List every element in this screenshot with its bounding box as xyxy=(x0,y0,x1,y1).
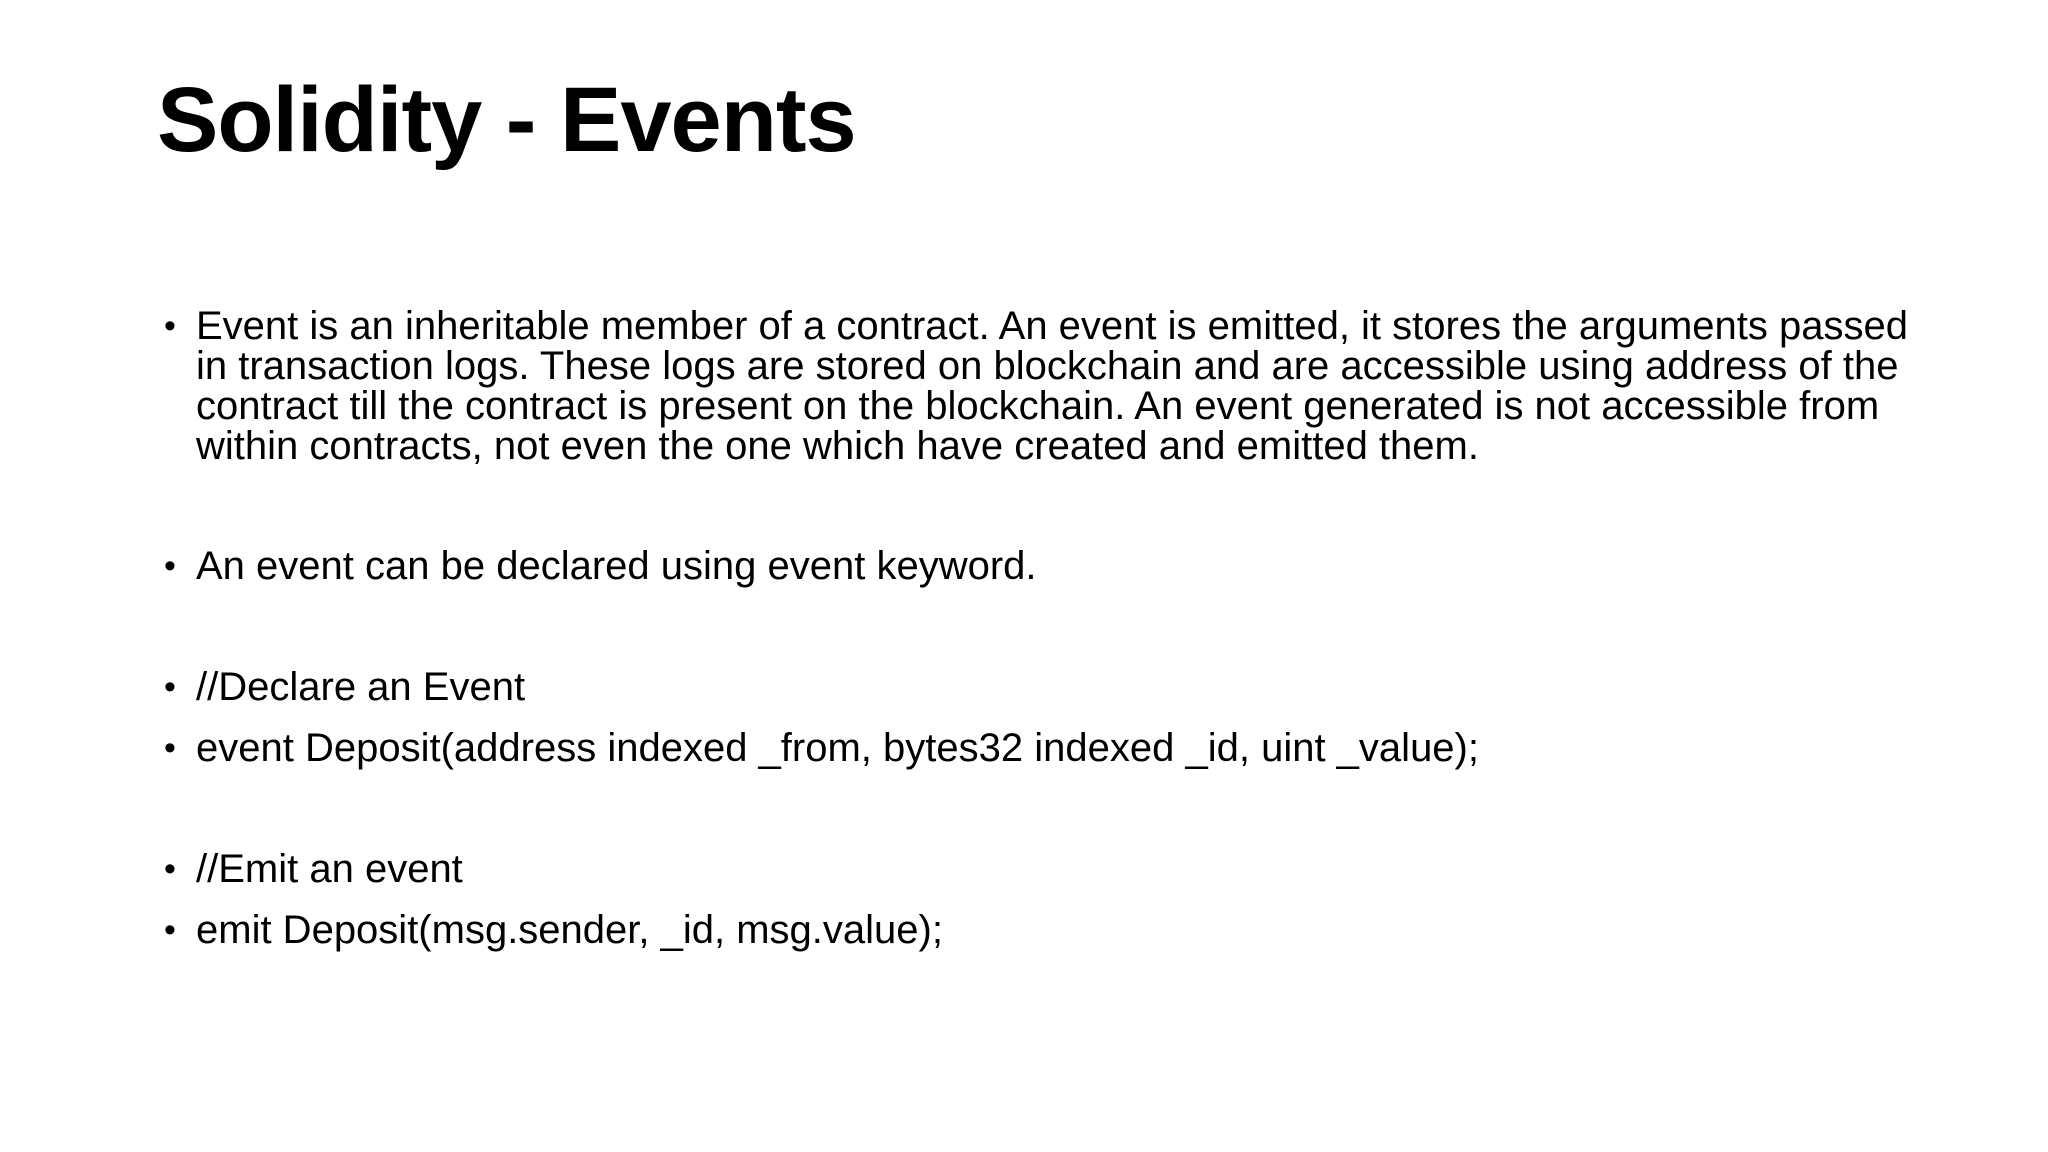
slide-title: Solidity - Events xyxy=(157,69,856,171)
bullet-text: An event can be declared using event keyword. xyxy=(196,544,1037,588)
bullet-item xyxy=(160,306,1920,466)
bullet-dot-icon: • xyxy=(164,668,176,706)
bullet-dot-icon: • xyxy=(164,850,176,888)
bullet-item xyxy=(160,546,1920,586)
bullet-dot-icon: • xyxy=(164,547,176,585)
bullet-dot-icon: • xyxy=(164,307,176,345)
bullet-text: //Declare an Event xyxy=(196,665,526,709)
bullet-text: //Emit an event xyxy=(196,847,463,891)
bullet-text: Event is an inheritable member of a contract. An event is emitted, it stores the arguments passed in transaction logs. These logs are stored on blockchain and are accessible using address of the contract till the contract is present on the blockchain. An event generated is not accessible from within contracts, not even the one which have created and emitted them. xyxy=(196,304,1908,468)
bullet-text: event Deposit(address indexed _from, bytes32 indexed _id, uint _value); xyxy=(196,726,1479,770)
bullet-dot-icon: • xyxy=(164,729,176,767)
bullet-list xyxy=(160,306,1920,950)
bullet-item xyxy=(160,728,1920,768)
bullet-dot-icon: • xyxy=(164,911,176,949)
bullet-item xyxy=(160,910,1920,950)
bullet-item xyxy=(160,667,1920,707)
bullet-text: emit Deposit(msg.sender, _id, msg.value); xyxy=(196,908,943,952)
bullet-item xyxy=(160,849,1920,889)
